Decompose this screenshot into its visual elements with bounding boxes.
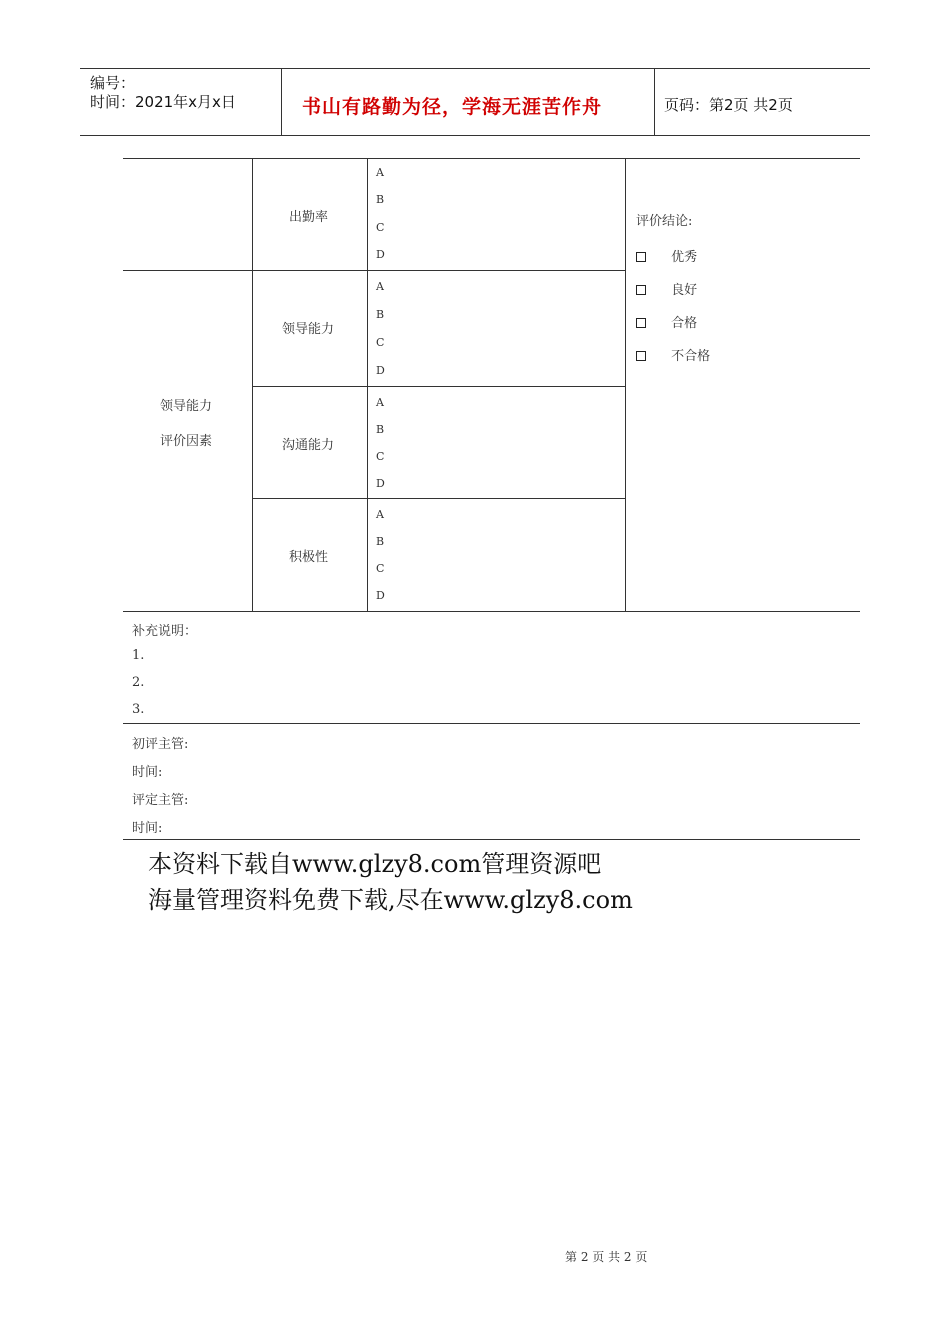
attendance-option-b[interactable]: B	[376, 193, 385, 206]
page-count-label: 页码：第2页 共2页	[664, 96, 793, 114]
leadership-option-b[interactable]: B	[376, 308, 385, 321]
attendance-label: 出勤率	[289, 210, 329, 225]
checkbox-icon[interactable]	[636, 252, 646, 262]
communication-option-d[interactable]: D	[376, 477, 385, 490]
attendance-option-c[interactable]: C	[376, 221, 385, 234]
factor-leadership-label: 领导能力	[282, 322, 335, 337]
conclusion-pass-label: 合格	[671, 316, 698, 331]
conclusion-good[interactable]	[636, 279, 697, 298]
attendance-option-d[interactable]: D	[376, 248, 385, 261]
time-label-1: 时间:	[132, 765, 163, 780]
promo-line-2: 海量管理资料免费下载,尽在www.glzy8.com	[148, 886, 633, 914]
notes-item-3: 3.	[132, 702, 145, 717]
checkbox-icon[interactable]	[636, 285, 646, 295]
final-supervisor-label: 评定主管:	[132, 793, 189, 808]
conclusion-fail-label: 不合格	[671, 349, 711, 364]
communication-option-a[interactable]: A	[376, 396, 384, 409]
checkbox-icon[interactable]	[636, 351, 646, 361]
conclusion-title: 评价结论:	[636, 214, 693, 229]
factor-initiative-label: 积极性	[289, 550, 329, 565]
header-motto: 书山有路勤为径，学海无涯苦作舟	[302, 96, 603, 118]
conclusion-good-label: 良好	[671, 283, 698, 298]
notes-title: 补充说明：	[132, 624, 198, 639]
conclusion-pass[interactable]	[636, 312, 697, 331]
doc-number-label: 编号：	[90, 74, 136, 92]
conclusion-fail[interactable]	[636, 345, 710, 364]
notes-item-2: 2.	[132, 675, 145, 690]
leadership-option-d[interactable]: D	[376, 364, 385, 377]
promo-line-1: 本资料下载自www.glzy8.com管理资源吧	[148, 850, 602, 878]
conclusion-excellent-label: 优秀	[671, 250, 698, 265]
initiative-option-b[interactable]: B	[376, 535, 385, 548]
initiative-option-a[interactable]: A	[376, 508, 384, 521]
group-label-factors: 评价因素	[160, 434, 213, 449]
communication-option-b[interactable]: B	[376, 423, 385, 436]
group-label-leadership: 领导能力	[160, 399, 213, 414]
communication-option-c[interactable]: C	[376, 450, 385, 463]
initial-supervisor-label: 初评主管:	[132, 737, 189, 752]
factor-communication-label: 沟通能力	[282, 438, 335, 453]
conclusion-excellent[interactable]	[636, 246, 697, 265]
initiative-option-d[interactable]: D	[376, 589, 385, 602]
leadership-option-a[interactable]: A	[376, 280, 384, 293]
doc-time-label: 时间：2021年x月x日	[90, 93, 236, 111]
time-label-2: 时间:	[132, 821, 163, 836]
page-footer: 第 2 页 共 2 页	[565, 1250, 648, 1264]
notes-item-1: 1.	[132, 648, 145, 663]
leadership-option-c[interactable]: C	[376, 336, 385, 349]
checkbox-icon[interactable]	[636, 318, 646, 328]
initiative-option-c[interactable]: C	[376, 562, 385, 575]
attendance-option-a[interactable]: A	[376, 166, 384, 179]
